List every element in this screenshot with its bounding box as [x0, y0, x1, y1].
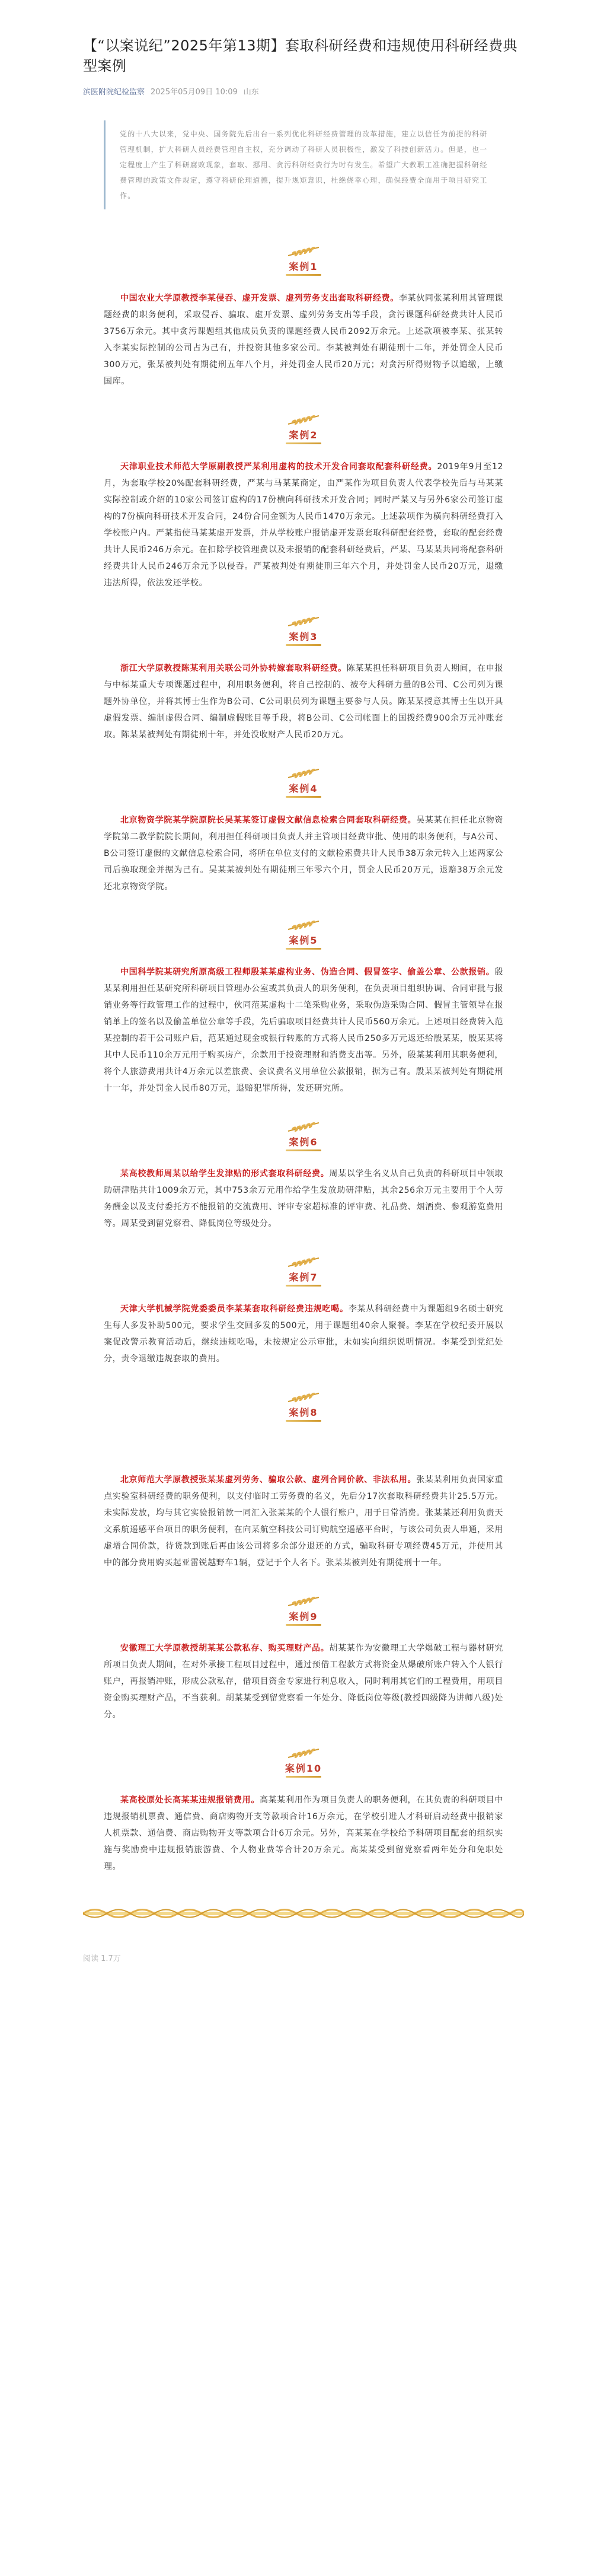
case-text: 陈某某担任科研项目负责人期间，在申报与中标某重大专项课题过程中，利用职务便利，将自己控制的、被夸大科研力量的B公司、C公司列为课题外协单位，并将其博士生作为B公司、C公司职员列为课题主要参与人员。陈某某授意其博士生以开具虚假发票、编制虚假合同、编制虚假账目等手段，将B公司、C公司帐面上的国拨经费900余万元冲账套取。陈某某被判处有期徒刑十年，并处没收财产人民币20万元。 [104, 664, 503, 740]
case-label-underline [286, 274, 321, 276]
case-text: 2019年9月至12月，为套取学校20%配套科研经费，严某与马某某商定，由严某作为项目负责人代表学校先后与马某某实际控制或介绍的10家公司签订虚构的17份横向科研技术开发合同；同时严某又与另外6家公司签订虚构的7份横向科研技术开发合同，24份合同金额为人民币1470万余元。上述款项作为横向科研经费打入学校账户内。严某指使马某某虚开发票，并从学校账户报销虚开发票套取科研配套经费，套取的配套经费共计人民币246万余元。在扣除学校管理费以及未报销的配套科研经费后，严某、马某某共同将配套科研经费共计人民币246万余元予以侵吞。严某被判处有期徒刑三年六个月，并处罚金人民币20万元，退缴违法所得，依法发还学校。 [104, 462, 503, 588]
case-text: 周某以学生名义从自己负责的科研项目中领取助研津贴共计1009余万元，其中753余万元用作给学生发放助研津贴，其余256余万元主要用于个人劳务酬金以及支付委托方不能报销的交流费用、评审专家超标准的评审费、礼品费、烟酒费、参观游览费用等。周某受到留党察看、降低岗位等级处分。 [104, 1169, 503, 1228]
wheat-icon [286, 1747, 321, 1760]
wheat-icon [286, 413, 321, 426]
case-label-underline [286, 644, 321, 646]
wheat-icon [286, 1391, 321, 1404]
case-label: 案例7 [289, 1272, 318, 1283]
case-body [104, 458, 503, 591]
case-header [104, 1747, 503, 1778]
case-label: 案例4 [289, 783, 318, 794]
case-header [104, 1391, 503, 1422]
case-label-underline [286, 1285, 321, 1287]
case-body [104, 812, 503, 895]
case-label-underline [286, 1150, 321, 1151]
wheat-icon [286, 1256, 321, 1269]
case-label: 案例5 [289, 935, 318, 946]
case-body [104, 1472, 503, 1571]
case-lead: 天津大学机械学院党委委员李某某套取科研经费违规吃喝。 [120, 1304, 349, 1314]
case-block [104, 1120, 503, 1232]
case-label: 案例1 [289, 261, 318, 272]
case-header [104, 767, 503, 798]
wheat-icon [286, 767, 321, 780]
case-lead: 浙江大学原教授陈某利用关联公司外协转嫁套取科研经费。 [120, 664, 347, 673]
case-label-underline [286, 442, 321, 444]
case-body [104, 290, 503, 390]
case-label: 案例2 [289, 429, 318, 441]
case-text: 吴某某在担任北京物资学院第二教学院院长期间，利用担任科研项目负责人并主管项目经费审批、使用的职务便利，与A公司、B公司签订虚假的文献信息检索合同，将所在单位支付的文献检索费共计人民币38万余元转入上述两家公司后换取现金并据为己有。吴某某被判处有期徒刑三年零六个月，罚金人民币20万元，退赔38万余元发还北京物资学院。 [104, 816, 504, 891]
article-meta [83, 85, 524, 97]
case-block [104, 1256, 503, 1367]
case-label-underline [286, 1776, 321, 1778]
case-label-underline [286, 1624, 321, 1626]
case-header [104, 1256, 503, 1287]
case-text: 胡某某作为安徽理工大学爆破工程与器材研究所项目负责人期间，在对外承接工程项目过程中，通过预借工程款方式将资金从爆破所账户转入个人银行账户，再报销冲账，形成公款私存，借项目资金专家进行利息收入，同时利用其它们的工程费用，用项目资金购买理财产品，不当获利。胡某某受到留党察看一年处分、降低岗位等级(教授四级降为讲师八级)处分。 [104, 1644, 503, 1720]
case-text: 李某从科研经费中为课题组9名硕士研究生每人多发补助500元，要求学生交回多发的500元，用于课题组40余人聚餐。李某在学校纪委开展以案促改警示教育活动后，继续违规吃喝，未按规定公示审批，未如实向组织说明情况。李某受到党纪处分，责令退缴违规套取的费用。 [104, 1304, 503, 1364]
case-label-underline [286, 1420, 321, 1422]
case-lead: 天津职业技术师范大学原副教授严某利用虚构的技术开发合同套取配套科研经费。 [120, 462, 437, 472]
case-text: 殷某某利用担任某研究所科研项目管理办公室或其负责人的职务便利，在负责项目组织协调、合同审批与报销业务等行政管理工作的过程中，伙同范某虚构十二笔采购业务，采取伪造采购合同、假冒主管领导在报销单上的签名以及偷盖单位公章等手段，先后骗取项目经费共计人民币560万余元。上述项目经费转入范某控制的若干公司账户后，范某通过现金或银行转账的方式将人民币250多万元返还给殷某某，殷某某将其中人民币110余万元用于购买房产，余款用于投资理财和消费支出等。另外，殷某某利用其职务便利，将个人旅游费用共计4万余元以差旅费、会议费名义用单位公款报销，据为己有。殷某某被判处有期徒刑十一年，并处罚金人民币80万元，退赔犯罪所得，发还研究所。 [104, 967, 503, 1093]
case-lead: 北京师范大学原教授张某某虚列劳务、骗取公款、虚列合同价款、非法私用。 [120, 1475, 417, 1485]
article-title: 【“以案说纪”2025年第13期】套取科研经费和违规使用科研经费典型案例 [83, 37, 517, 74]
case-body [104, 1640, 503, 1723]
wheat-icon [286, 245, 321, 258]
blank-spacer [104, 1436, 503, 1472]
case-body [104, 964, 503, 1097]
case-body [104, 660, 503, 743]
publish-time: 2025年05月09日 10:09 [151, 88, 238, 97]
case-label: 案例10 [285, 1763, 322, 1774]
case-header [104, 1120, 503, 1151]
case-text: 李某伙同张某利用其管理课题经费的职务便利，采取侵吞、骗取、虚开发票、虚列劳务支出等手段，贪污课题科研经费共计人民币3756万余元。其中贪污课题组其他成员负责的课题经费人民币2092万余元。上述款项被李某、张某转入李某实际控制的公司占为己有，并投资其他多家公司。李某被判处有期徒刑十二年，并处罚金人民币300万元，张某被判处有期徒刑五年八个月，并处罚金人民币20万元；对贪污所得财物予以追缴，上缴国库。 [104, 294, 503, 386]
publish-location: 山东 [243, 88, 259, 97]
case-label-underline [286, 948, 321, 950]
case-text: 高某某利用作为项目负责人的职务便利，在其负责的科研项目中违规报销机票费、通信费、商店购物开支等款项合计16万余元，在学校引进人才科研启动经费中报销家人机票款、通信费、商店购物开支等款项合计6万余元。另外，高某某在学校给予科研项目配套的组织实施与奖励费中违规报销旅游费、个人物业费等合计20万余元。高某某受到留党察看两年处分和免职处理。 [104, 1795, 503, 1871]
read-count: 阅读 1.7万 [83, 1954, 121, 1963]
wheat-icon [286, 615, 321, 628]
case-block [104, 1595, 503, 1723]
wheat-footer-decoration [83, 1905, 524, 1922]
case-body [104, 1301, 503, 1367]
case-lead: 某高校原处长高某某违规报销费用。 [120, 1795, 260, 1805]
case-text: 张某某利用负责国家重点实验室科研经费的职务便利，以支付临时工劳务费的名义，先后分17次套取科研经费共计25.5万元。未实际发放，均与其它实验报销款一同汇入张某某的个人银行账户，用于日常消费。张某某还利用负责天文系航遥感平台项目的职务便利，在向某航空科技公司订购航空遥感平台时，与该公司负责人串通，采用虚增合同价款，待货款到账后再由该公司将多余部分退还的方式，骗取科研专项经费45万元，并使用其中的部分费用购买起亚雷锐越野车1辆，登记于个人名下。张某某被判处有期徒刑十一年。 [104, 1475, 504, 1568]
case-header [104, 245, 503, 276]
case-header [104, 413, 503, 444]
case-block [104, 919, 503, 1097]
case-lead: 安徽理工大学原教授胡某某公款私存、购买理财产品。 [120, 1644, 330, 1653]
case-body [104, 1792, 503, 1875]
case-label: 案例8 [289, 1407, 318, 1418]
wheat-icon [286, 1595, 321, 1608]
case-block [104, 767, 503, 895]
wheat-icon [286, 1120, 321, 1133]
case-block [104, 615, 503, 743]
case-label: 案例6 [289, 1136, 318, 1148]
case-block [104, 1391, 503, 1571]
case-lead: 北京物资学院某学院原院长吴某某签订虚假文献信息检索合同套取科研经费。 [120, 816, 417, 825]
case-body [104, 1166, 503, 1232]
case-lead: 中国科学院某研究所原高级工程师殷某某虚构业务、伪造合同、假冒签字、偷盖公章、公款报销。 [120, 967, 495, 977]
case-block [104, 1747, 503, 1875]
cases-container [83, 245, 524, 1875]
case-lead: 某高校教师周某以给学生发津贴的形式套取科研经费。 [120, 1169, 330, 1179]
case-block [104, 245, 503, 390]
case-label: 案例9 [289, 1611, 318, 1622]
wheat-icon [286, 919, 321, 932]
case-label: 案例3 [289, 631, 318, 642]
intro-quote: 党的十八大以来，党中央、国务院先后出台一系列优化科研经费管理的改革措施，建立以信任为前提的科研管理机制，扩大科研人员经费管理自主权，充分调动了科研人员积极性，激发了科技创新活力。但是，也一定程度上产生了科研腐败现象，套取、挪用、贪污科研经费行为时有发生。希望广大教职工准确把握科研经费管理的政策文件规定，遵守科研伦理道德，提升规矩意识，杜绝侥幸心理，确保经费全面用于项目研究工作。 [104, 120, 503, 209]
account-name-link[interactable]: 滨医附院纪检监察 [83, 88, 145, 97]
case-header [104, 615, 503, 646]
case-lead: 中国农业大学原教授李某侵吞、虚开发票、虚列劳务支出套取科研经费。 [120, 294, 399, 303]
wheat-border-icon [83, 1905, 524, 1922]
case-header [104, 1595, 503, 1626]
case-block [104, 413, 503, 591]
case-header [104, 919, 503, 950]
case-label-underline [286, 796, 321, 798]
